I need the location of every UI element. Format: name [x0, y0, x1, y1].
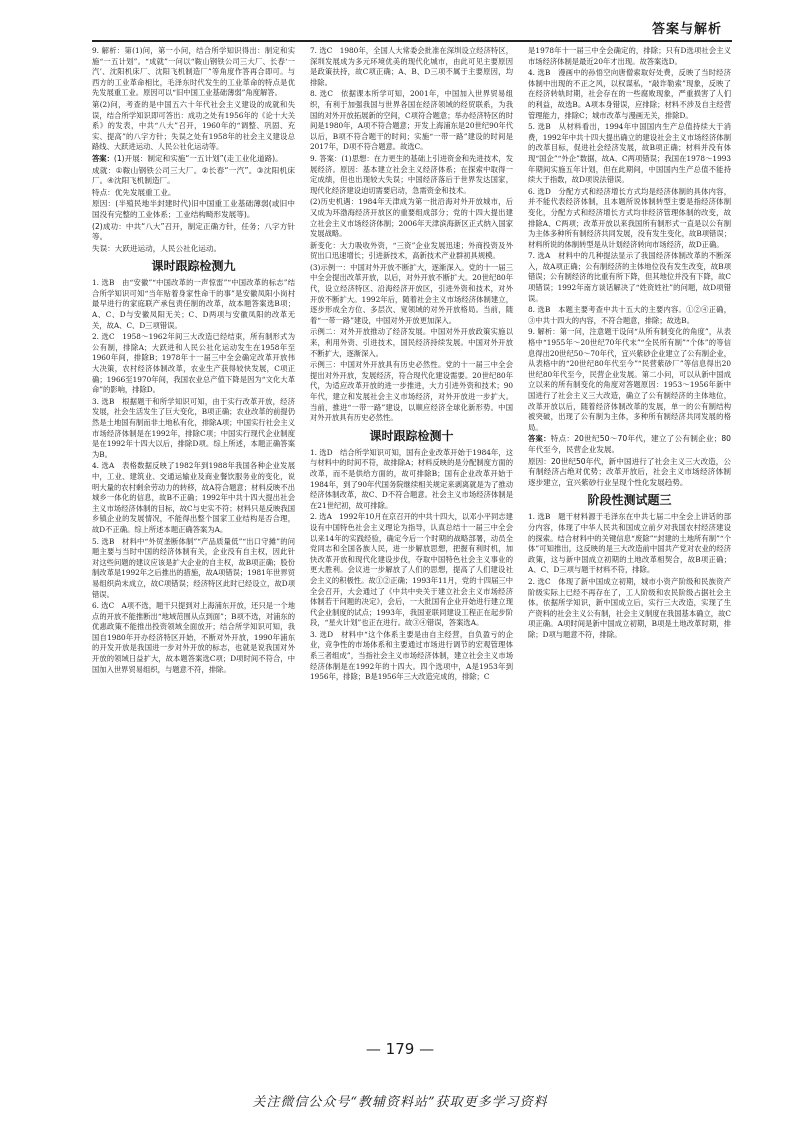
- explanation-paragraph: 4. 选B 漫画中的孙悟空向唐僧索取好处费，反映了当时经济体制中出现的不正之风，以权谋私，“敲诈勒索”现象，反映了在经济转轨时期，社会存在的一些腐败现象，严重损害了人们的利益，故选B。A项本身错误，应排除；材料不涉及自主经营管理能力，排除C；城市改革与漫画无关，排除D。: [528, 68, 731, 120]
- answer-line: [92, 166, 295, 187]
- explanation-paragraph: 5. 选B 材料中“外贸垄断体制”“产品质量低”“出口守摊”的问题主要与当时中国的经济体制有关，企业没有自主权，因此针对这些问题的建议应该是扩大企业的自主权，故B项正确；股份制改革是1992年之后推出的措施，故A项错误；1981年世界贸易组织尚未成立，故C项错误；经济特区此时已经设立，故D项错误。: [92, 536, 295, 599]
- section-heading: 阶段性测试题三: [587, 493, 672, 508]
- page-number-value: 179: [385, 1040, 415, 1058]
- header-title: 答案与解析: [651, 22, 722, 37]
- answer-line: [92, 154, 295, 165]
- header: [92, 18, 732, 38]
- explanation-paragraph: (3)示例一：中国对外开放不断扩大，逐渐深入。党的十一届三中全会提出改革开放，以后，对外开放不断扩大。20世纪80年代，设立经济特区、沿海经济开放区，引进外资和技术，对外开放不断扩大。1992年后，随着社会主义市场经济体制建立，逐步形成全方位、多层次、宽领域的对外开放格局。当前，随着“一带一路”建设，中国对外开放更加深入。: [310, 262, 513, 325]
- answer-label: 答案：: [92, 153, 114, 163]
- answer-text: 原因：20世纪50年代，新中国进行了社会主义三大改造，公有制经济占绝对优势；改革开放后，社会主义市场经济体制逐步建立，宜兴紫砂行业呈现个性化发展趋势。: [528, 456, 731, 487]
- answer-text: 成就：①鞍山钢铁公司三大厂。②长春“一汽”。③沈阳机床厂。④沈阳飞机制造厂。: [92, 165, 295, 186]
- answer-text: 特点：优先发展重工业。: [92, 187, 176, 197]
- explanation-paragraph: 示例二：对外开放推动了经济发展。中国对外开放政策实施以来，利用外资、引进技术，国民经济持续发展。中国对外开放不断扩大，逐渐深入。: [310, 327, 513, 358]
- answer-line: [92, 188, 295, 199]
- section-heading: 课时跟踪检测十: [369, 428, 454, 443]
- answer-text: 特点：20世纪50～70年代，建立了公有制企业；80年代至今，民营企业发展。: [528, 434, 731, 454]
- explanation-paragraph: 1. 选D 结合所学知识可知，国有企业改革开始于1984年，这与材料中的时间不符，故排除A；材料反映的是分配制度方面的改革，而不是供给方面的，故可排除B；国有企业改革开始于1984年，到了90年代国务院继续相关规定来剥离就是为了推动经济体制改革，故C、D不符合题意。社会主义市场经济体制是在21世纪初，故可排除。: [310, 447, 513, 510]
- explanation-paragraph: 新变化：大力吸收外资，“三资”企业发展迅速；外商投资及外贸出口迅速增长；引进新技术，高新技术产业群初具规模。: [310, 240, 513, 261]
- answer-text: 原因：(半殖民地半封建时代)旧中国重工业基础薄弱(或旧中国没有完整的工业体系；工业结构畸形发展等)。: [92, 199, 295, 219]
- explanation-paragraph: 第(2)问，考查的是中国五六十年代社会主义建设的成就和失误，结合所学知识即可答出：成功之处有1956年的《论十大关系》的发表，中共“八大”召开，1960年的“调整、巩固、充实、提高”的八字方针；失误之处有1958年的社会主义建设总路线、大跃进运动、人民公社化运动等。: [92, 99, 295, 152]
- explanation-paragraph: 8. 选B 本题主要考查中共十五大的主要内容。①②④正确，③中共十四大的内容，不符合题意，排除；故选B。: [528, 305, 731, 325]
- answer-line: [92, 199, 295, 220]
- explanation-paragraph: 2. 选C 1958～1962年间三大改造已经结束，所有制形式为公有制，排除A；大跃进和人民公社化运动发生在1958年至1960年间，排除B；1978年十一届三中全会确定改革开放伟大决策，农村经济体制改革，农业生产获得较快发展，C项正确；1966至1970年间，我国农业总产值下降是因为“文化大革命”的影响，排除D。: [92, 332, 295, 395]
- answer-line: [92, 222, 295, 243]
- explanation-paragraph: 3. 选B 根据题干和所学知识可知，由于实行改革开放，经济发展，社会生活发生了巨大变化，B项正确；农业改革的前提仍然是土地国有制而非土地私有化，排除A项；中国实行社会主义市场经济体制是在1992年，排除C项；中国实行现代企业制度是在1992年十四大以后，排除D项。综上所述，本题正确答案为B。: [92, 396, 295, 459]
- explanation-paragraph: 9. 解析：第一问，注意题干设问“从所有制变化的角度”，从表格中“1955年～20世纪70年代末”“全民所有制”“个体”的等信息得出20世纪50～70年代，宜兴紫砂企业建立了公有制企业，从表格中的“20世纪80年代至今”“民营紫砂厂”等信息得出20世纪80年代至今，民营企业发展。第二小问，可以从新中国成立以来的所有制变化的角度对答题原因：1953～1956年新中国进行了社会主义三大改造，确立了公有制经济的主体地位，改革开放以后，随着经济体制改革的发展，单一的公有制结构被突破，出现了公有制为主体，多种所有制经济共同发展的格局。: [528, 327, 731, 432]
- answer-line: [528, 457, 731, 489]
- explanation-paragraph: 是1978年十一届三中全会确定的，排除；只有D选项社会主义市场经济体制是最近20年才出现。故答案选D。: [528, 46, 731, 66]
- section-heading: 课时跟踪检测九: [151, 259, 236, 274]
- explanation-paragraph: 示例三：中国对外开放具有历史必然性。党的十一届三中全会提出对外开放，发展经济，符合现代化建设需要。20世纪80年代，为适应改革开放的进一步推进，大力引进外资和技术；90年代，建立和发展社会主义市场经济，对外开放进一步扩大。当前，推进“一带一路”建设，以顺应经济全球化新形势。中国对外开放具有历史必然性。: [310, 360, 513, 423]
- explanation-paragraph: 9. 解析：第(1)问，第一小问，结合所学知识得出：制定和实施“一五计划”。“成就”一问以“鞍山钢铁公司三大厂、长春‘一汽’、沈阳机床厂、沈阳飞机制造厂”等角度作答再合即可。与西方的工业革命相比，毛泽东时代发生的工业革命的特点是优先发展重工业。原因可以“旧中国工业基础薄弱”角度解答。: [92, 46, 295, 98]
- explanation-paragraph: 5. 选B 从材料看出，1994年中国国内生产总值持续大于消费，1992年中共十四大提出确立的建设社会主义市场经济体制的改革目标，促进社会经济发展，故B项正确；材料并没有体现“国企”“外企”数据，故A、C两项错误；我国在1978～1993年期间实施五年计划，但在此期间，中国国内生产总值不能持续大于指数，故D项说法错误。: [528, 122, 731, 185]
- explanation-paragraph: 7. 选C 1980年，全国人大常委会批准在深圳设立经济特区，深圳发展成为多元环境优美的现代化城市，由此可见主要原因是政策扶持，故C项正确；A、B、D三项不属于主要原因，均排除。: [310, 46, 513, 87]
- answer-text: 失误：大跃进运动，人民公社化运动。: [92, 243, 222, 253]
- explanation-paragraph: 6. 选D 分配方式和经济增长方式均是经济体制的具体内容，并不能代表经济体制，且本题所说体制转型主要是指经济体制变化，分配方式和经济增长方式均非经济管理体制的改变，故排除A、C两项；改革开放以来我国所有制形式一直是以公有制为主体多种所有制经济共同发展，没有发生变化，故B项错误；材料所说的体制转型是从计划经济转向市场经济，故D正确。: [528, 186, 731, 249]
- explanation-paragraph: (2)历史机遇：1984年天津成为第一批沿海对外开放城市，后又成为环渤海经济开放区的重要组成部分；党的十四大提出建立社会主义市场经济体制；2006年天津滨海新区正式纳入国家发展战略。: [310, 197, 513, 239]
- explanation-paragraph: 2. 选A 1992年10月在京召开的中共十四大，以邓小平同志建设有中国特色社会主义理论为指导，认真总结十一届三中全会以来14年的实践经验，确定今后一个时期的战略部署，动员全党同志和全国各族人民，进一步解放思想，把握有利时机，加快改革开放和现代化建设步伐，夺取中国特色社会主义事业的更大胜利。会议进一步解放了人们的思想，提高了人们建设社会主义的积极性。故①②正确；1993年11月，党的十四届三中全会召开，大会通过了《中共中央关于建立社会主义市场经济体制若干问题的决定》，会后，一大批国有企业开始进行建立现代企业制度的试点；1993年，我国亚联同建设工程正在起步阶段，“星火计划”也正在进行。故③④错误，答案选A。: [310, 512, 513, 628]
- answer-columns: [92, 46, 732, 1026]
- explanation-paragraph: 6. 选C A项不选，题干只提到对上海浦东开放，还只是一个地点的开放不能推断出“地域范围从点到面”；B项不选，对浦东的优惠政策不能推出投资领域全面放开；结合所学知识可知，我国自1980年开办经济特区开始，不断对外开放，1990年浦东的开发开放是我国进一步对外开放的标志，也就是说我国对外开放的领域日益扩大，故本题答案选C项；D项时间不符合，中国加入世界贸易组织，与题意不符，排除。: [92, 601, 295, 674]
- header-divider: [92, 40, 732, 42]
- answer-text: (1)开展：制定和实施“一五计划”(走工业化道路)。: [113, 153, 283, 163]
- explanation-paragraph: 7. 选A 材料中的几种提法显示了我国经济体制改革的不断深入，故A项正确；公有制经济的主体地位没有发生改变，故B项错误；公有制经济的比重有所下降，但其地位并没有下降，故C项错误；1992年南方谈话解决了“姓资姓社”的问题，故D项错误。: [528, 251, 731, 303]
- answer-label: 答案：: [528, 434, 551, 444]
- answer-line: [528, 434, 731, 455]
- answer-line: [92, 244, 295, 255]
- explanation-paragraph: 3. 选D 材料中“这个体系主要是由自主经营，自负盈亏的企业，竞争性的市场体系和主要通过市场进行调节的宏观管理体系三者组成”，当指社会主义市场经济体制，建立社会主义市场经济体制是在1992年的十四大。四个选项中，A是1953年到1956年，排除；B是1956年三大改造完成的，排除；C: [310, 629, 513, 682]
- explanation-paragraph: 9. 答案：(1)思想：在力更生的基础上引进资金和先进技术，发展经济。原因：基本建立社会主义经济体系；在探索中取得一定成绩，但也出现较大失误；中国经济落后于世界发达国家，现代化经济建设迫切需要启动，急需资金和技术。: [310, 153, 513, 195]
- explanation-paragraph: 2. 选C 体现了新中国成立初期，城市小资产阶级和民族资产阶级实际上已经不再存在了，工人阶级和农民阶级占据社会主体。依据所学知识，新中国成立后，实行三大改造，实现了生产资料的社会主义公有制，社会主义制度在我国基本确立，故C项正确。A项时间是新中国成立初期，B项是土地改革时期，排除；D项与题意不符，排除。: [528, 576, 731, 639]
- explanation-paragraph: 4. 选A 表格数据反映了1982年到1988年我国各种企业发展中，工业、建筑业、交通运输业及商业餐饮服务业的变化，说明大量的农村剩余劳动力的转移，故A符合题意；材料反映不出城乡一体化的信息，故B不正确；1992年中共十四大提出社会主义市场经济体制的目标，故C与史实不符；材料只是反映我国乡镇企业的发展情况，不能得出整个国家工业结构是否合理，故D不正确。综上所述本题正确答案为A。: [92, 461, 295, 534]
- explanation-paragraph: 1. 选B 题干材料源于毛泽东在中共七届二中全会上讲话的部分内容，体现了中华人民共和国成立前夕对我国农村经济建设的探索。结合材料中的关键信息“废除”“封建的土地所有制”“个体”可知推出，这反映的是三大改造前中国共产党对农业的经济政策，这与新中国成立初期的土地改革相契合，故B项正确；A、C、D三项与题干材料不符，排除。: [528, 512, 731, 575]
- column-1: [92, 46, 295, 1026]
- answer-text: (2)成功：中共“八大”召开，制定正确方针，任务；八字方针等。: [92, 221, 295, 242]
- page-number: — 179 —: [365, 1040, 435, 1058]
- footer-watermark-note: 关注微信公众号“教辅资料站”获取更多学习资料: [252, 1095, 548, 1110]
- column-2: [310, 46, 513, 1026]
- column-3: [528, 46, 731, 1026]
- explanation-paragraph: 1. 选B 由“安徽”“中国改革的一声惊雷”“中国改革的标志”结合所学知识可知“当年贴着身家性命干的事”是安徽凤阳小岗村最早进行的家庭联产承包责任制的改革，故本题答案选B项；A、C、D与安徽凤阳无关；C、D两项与安徽凤阳的改革无关，故A、C、D三项错误。: [92, 278, 295, 330]
- explanation-paragraph: 8. 选C 依据课本所学可知，2001年，中国加入世界贸易组织，有利于加强我国与世界各国在经济领域的经贸联系，为我国的对外开放拓展新的空间，C项符合题意；举办经济特区的时间是1980年，A项不符合题意；开发上海浦东是20世纪90年代以后，B项不符合题干的时间；实施“一带一路”建设的时间是2017年，D项不符合题意。故选C。: [310, 89, 513, 152]
